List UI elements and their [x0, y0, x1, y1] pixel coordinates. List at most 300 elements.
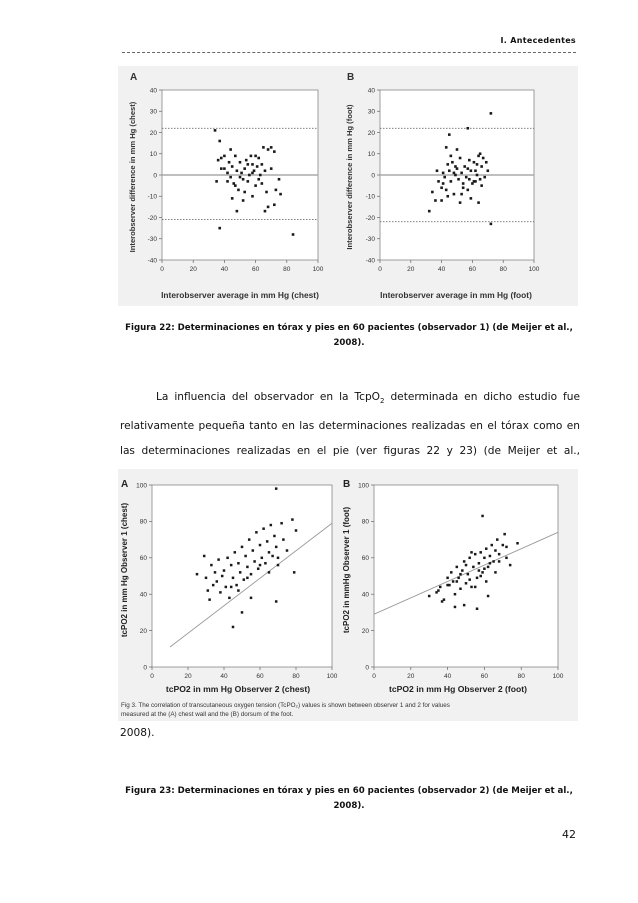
data-point	[459, 573, 462, 576]
data-point	[291, 518, 294, 521]
data-point	[216, 580, 219, 583]
data-point	[483, 176, 486, 179]
source-caption-line2: measured at the (A) chest wall and the (B) dorsum of the foot.	[121, 711, 294, 718]
data-point	[457, 178, 460, 181]
data-point	[264, 169, 267, 172]
data-point	[498, 560, 501, 563]
data-point	[237, 589, 240, 592]
data-point	[218, 227, 221, 230]
data-point	[494, 549, 497, 552]
data-point	[456, 580, 459, 583]
data-point	[489, 562, 492, 565]
data-point	[257, 157, 260, 160]
x-tick-label: 80	[517, 673, 525, 680]
data-point	[261, 182, 264, 185]
data-point	[234, 155, 237, 158]
data-point	[436, 169, 439, 172]
x-tick-label: 80	[283, 266, 291, 273]
data-point	[286, 549, 289, 552]
data-point	[219, 591, 222, 594]
data-point	[496, 538, 499, 541]
data-point	[257, 567, 260, 570]
data-point	[505, 557, 508, 560]
data-point	[466, 189, 469, 192]
data-point	[236, 169, 239, 172]
data-point	[476, 174, 479, 177]
data-point	[478, 569, 481, 572]
figure-22-caption-line2: 2008).	[333, 338, 365, 348]
figure-23-plots	[118, 469, 578, 721]
data-point	[463, 165, 466, 168]
data-point	[243, 167, 246, 170]
figure-22-caption-line1: Figura 22: Determinaciones en tórax y pies en 60 pacientes (observador 1) (de Meijer et al.,	[125, 323, 573, 333]
data-point	[479, 152, 482, 155]
data-point	[445, 189, 448, 192]
data-point	[232, 626, 235, 629]
data-point	[437, 180, 440, 183]
y-tick-label: 100	[358, 482, 369, 490]
data-point	[248, 174, 251, 177]
data-point	[450, 180, 453, 183]
x-tick-label: 80	[499, 266, 507, 273]
x-tick-label: 40	[220, 673, 228, 680]
data-point	[474, 553, 477, 556]
data-point	[476, 577, 479, 580]
x-tick-label: 60	[256, 673, 264, 680]
data-point	[273, 535, 276, 538]
data-point	[477, 201, 480, 204]
data-point	[246, 566, 249, 569]
data-point	[459, 157, 462, 160]
data-point	[490, 223, 493, 226]
body-paragraph	[120, 385, 580, 464]
data-point	[442, 172, 445, 175]
data-point	[246, 577, 249, 580]
data-point	[446, 584, 449, 587]
y-tick-label: 20	[367, 129, 375, 137]
data-point	[220, 167, 223, 170]
data-point	[437, 589, 440, 592]
data-point	[490, 112, 493, 115]
data-point	[231, 197, 234, 200]
data-point	[485, 580, 488, 583]
paragraph-line-1: La influencia del observador en la TcpO$_2$ determinada en dicho estudio fue	[156, 391, 581, 406]
data-point	[242, 178, 245, 181]
y-tick-label: 0	[371, 172, 375, 180]
panel-b-xlabel: tcPO2 in mm Hg Observer 2 (foot)	[388, 684, 528, 694]
panel-a-ylabel: Interobserver difference in mm Hg (chest)	[128, 101, 137, 253]
panel-b-xlabel: Interobserver average in mm Hg (foot)	[380, 290, 532, 300]
data-point	[248, 538, 251, 541]
x-tick-label: 60	[468, 266, 477, 273]
data-point	[237, 189, 240, 192]
data-point	[293, 571, 296, 574]
data-point	[454, 593, 457, 596]
data-point	[480, 165, 483, 168]
y-tick-label: 40	[149, 87, 157, 95]
data-point	[474, 169, 477, 172]
data-point	[481, 515, 484, 518]
data-point	[450, 571, 453, 574]
panel-b-label: B	[343, 479, 351, 490]
data-point	[228, 597, 231, 600]
data-point	[479, 551, 482, 554]
data-point	[457, 577, 460, 580]
data-point	[478, 562, 481, 565]
y-tick-label: 80	[361, 518, 369, 526]
data-point	[487, 566, 490, 569]
data-point	[273, 150, 276, 153]
data-point	[223, 569, 226, 572]
data-point	[254, 184, 257, 187]
data-point	[485, 161, 488, 164]
y-tick-label: -30	[365, 236, 375, 244]
data-point	[239, 161, 242, 164]
data-point	[454, 606, 457, 609]
data-point	[240, 172, 243, 175]
paragraph-line-2: relativamente pequeña tanto en las determinaciones realizadas en el tórax como en	[120, 420, 580, 433]
data-point	[452, 580, 455, 583]
header-divider	[122, 52, 576, 53]
y-tick-label: -40	[147, 257, 157, 265]
data-point	[266, 540, 269, 543]
figure-22	[118, 66, 578, 306]
data-point	[468, 578, 471, 581]
data-point	[268, 551, 271, 554]
data-point	[275, 487, 278, 490]
data-point	[428, 595, 431, 598]
data-point	[205, 577, 208, 580]
data-point	[245, 159, 248, 162]
data-point	[485, 547, 488, 550]
data-point	[243, 191, 246, 194]
data-point	[463, 604, 466, 607]
data-point	[275, 546, 278, 549]
y-tick-label: 30	[367, 108, 375, 116]
data-point	[277, 564, 280, 567]
data-point	[251, 172, 254, 175]
data-point	[440, 186, 443, 189]
x-tick-label: 20	[184, 673, 192, 680]
data-point	[228, 161, 231, 164]
data-point	[250, 573, 253, 576]
data-point	[440, 199, 443, 202]
x-tick-label: 100	[326, 673, 338, 680]
data-point	[242, 199, 245, 202]
paragraph-line-4: 2008).	[120, 727, 155, 739]
data-point	[244, 555, 247, 558]
data-point	[431, 191, 434, 194]
data-point	[214, 571, 217, 574]
x-tick-label: 0	[372, 673, 376, 680]
y-tick-label: 20	[139, 627, 147, 635]
data-point	[503, 533, 506, 536]
data-point	[241, 611, 244, 614]
data-point	[280, 522, 283, 525]
data-point	[221, 575, 224, 578]
data-point	[215, 180, 218, 183]
data-point	[225, 586, 228, 589]
figure-23-caption	[118, 784, 580, 814]
panel-b-label: B	[347, 72, 355, 83]
x-tick-label: 100	[552, 673, 564, 680]
y-tick-label: 0	[143, 664, 147, 672]
panel-b-plot-area	[374, 485, 558, 667]
data-point	[267, 148, 270, 151]
data-point	[467, 573, 470, 576]
data-point	[502, 544, 505, 547]
data-point	[278, 178, 281, 181]
x-tick-label: 0	[150, 673, 154, 680]
data-point	[483, 567, 486, 570]
data-point	[446, 195, 449, 198]
data-point	[264, 210, 267, 213]
data-point	[207, 589, 210, 592]
panel-a-label: A	[121, 479, 129, 490]
data-point	[261, 163, 264, 166]
y-tick-label: 40	[367, 87, 375, 95]
data-point	[203, 555, 206, 558]
data-point	[270, 146, 273, 149]
data-point	[208, 598, 211, 601]
data-point	[214, 129, 217, 132]
source-caption-line1: Fig 3. The correlation of transcutaneous oxygen tension (TcPO₂) values is shown between observer 1 and 2 for values	[121, 702, 450, 709]
data-point	[479, 575, 482, 578]
data-point	[223, 155, 226, 158]
panel-a-xlabel: Interobserver average in mm Hg (chest)	[161, 290, 319, 300]
data-point	[235, 584, 238, 587]
data-point	[239, 176, 242, 179]
data-point	[443, 176, 446, 179]
data-point	[468, 178, 471, 181]
data-point	[487, 169, 490, 172]
data-point	[463, 560, 466, 563]
data-point	[468, 557, 471, 560]
data-point	[448, 169, 451, 172]
data-point	[226, 557, 229, 560]
data-point	[259, 564, 262, 567]
x-tick-label: 0	[160, 266, 164, 273]
data-point	[229, 176, 232, 179]
data-point	[232, 577, 235, 580]
data-point	[470, 197, 473, 200]
data-point	[241, 546, 244, 549]
data-point	[279, 193, 282, 196]
panel-a-ylabel: tcPO2 in mm Hg Observer 1 (chest)	[120, 502, 129, 638]
data-point	[264, 562, 267, 565]
data-point	[476, 163, 479, 166]
x-tick-label: 40	[437, 266, 446, 273]
data-point	[451, 161, 454, 164]
x-tick-label: 40	[220, 266, 229, 273]
data-point	[275, 189, 278, 192]
x-tick-label: 40	[443, 673, 452, 680]
y-tick-label: 40	[139, 591, 147, 599]
data-point	[459, 587, 462, 590]
data-point	[505, 546, 508, 549]
data-point	[255, 531, 258, 534]
data-point	[210, 564, 213, 567]
data-point	[481, 571, 484, 574]
data-point	[479, 178, 482, 181]
figure-23	[118, 469, 578, 721]
y-tick-label: 30	[149, 108, 157, 116]
data-point	[470, 586, 473, 589]
data-point	[434, 199, 437, 202]
page-number: 42	[562, 828, 576, 841]
figure-23-caption-line2: 2008).	[333, 801, 365, 811]
data-point	[217, 558, 220, 561]
y-tick-label: 20	[361, 627, 369, 635]
data-point	[252, 549, 255, 552]
data-point	[217, 159, 220, 162]
y-tick-label: 0	[365, 664, 369, 672]
data-point	[196, 573, 199, 576]
x-tick-label: 60	[251, 266, 260, 273]
data-point	[446, 577, 449, 580]
y-tick-label: 20	[149, 129, 157, 137]
y-tick-label: -20	[365, 214, 375, 222]
data-point	[254, 155, 257, 158]
data-point	[474, 586, 477, 589]
data-point	[247, 180, 250, 183]
data-point	[465, 564, 468, 567]
y-tick-label: -20	[147, 214, 157, 222]
data-point	[270, 524, 273, 527]
data-point	[262, 146, 265, 149]
x-tick-label: 80	[292, 673, 300, 680]
data-point	[253, 560, 256, 563]
y-tick-label: 0	[153, 172, 157, 180]
data-point	[492, 560, 495, 563]
y-tick-label: 10	[367, 151, 375, 159]
data-point	[273, 203, 276, 206]
page-header-title: I. Antecedentes	[500, 36, 576, 45]
data-point	[226, 180, 229, 183]
y-tick-label: 60	[361, 555, 369, 563]
y-tick-label: -40	[365, 257, 375, 265]
data-point	[462, 182, 465, 185]
data-point	[456, 148, 459, 151]
data-point	[220, 157, 223, 160]
data-point	[270, 167, 273, 170]
data-point	[267, 206, 270, 209]
data-point	[465, 176, 468, 179]
data-point	[428, 210, 431, 213]
data-point	[268, 571, 271, 574]
data-point	[231, 165, 234, 168]
data-point	[277, 557, 280, 560]
y-tick-label: 10	[149, 151, 157, 159]
data-point	[487, 595, 490, 598]
data-point	[251, 163, 254, 166]
y-tick-label: -30	[147, 236, 157, 244]
data-point	[292, 233, 295, 236]
panel-a-label: A	[130, 72, 138, 83]
figure-22-plots	[118, 66, 578, 306]
data-point	[234, 551, 237, 554]
data-point	[453, 172, 456, 175]
data-point	[494, 571, 497, 574]
data-point	[470, 551, 473, 554]
data-point	[257, 178, 260, 181]
data-point	[482, 157, 485, 160]
data-point	[259, 174, 262, 177]
data-point	[460, 172, 463, 175]
data-point	[468, 159, 471, 162]
data-point	[223, 167, 226, 170]
x-tick-label: 20	[407, 266, 415, 273]
data-point	[445, 146, 448, 149]
data-point	[489, 555, 492, 558]
data-point	[251, 195, 254, 198]
y-tick-label: 100	[136, 482, 147, 490]
data-point	[516, 542, 519, 545]
data-point	[483, 557, 486, 560]
figure-22-caption	[118, 321, 580, 351]
data-point	[491, 544, 494, 547]
data-point	[236, 210, 239, 213]
data-point	[212, 584, 215, 587]
data-point	[473, 161, 476, 164]
data-point	[239, 571, 242, 574]
data-point	[439, 586, 442, 589]
figure-23-caption-line1: Figura 23: Determinaciones en tórax y pies en 60 pacientes (observador 2) (de Meijer et al.,	[125, 786, 573, 796]
paragraph-line-3: las determinaciones realizadas en el pie (ver figuras 22 y 23) (de Meijer et al.,	[120, 445, 580, 458]
data-point	[261, 557, 264, 560]
data-point	[218, 140, 221, 143]
data-point	[456, 566, 459, 569]
x-tick-label: 60	[480, 673, 489, 680]
data-point	[243, 578, 246, 581]
data-point	[446, 163, 449, 166]
data-point	[498, 553, 501, 556]
x-tick-label: 100	[312, 266, 324, 273]
panel-b-ylabel: Interobserver difference in mm Hg (foot)	[345, 104, 354, 250]
x-tick-label: 100	[528, 266, 540, 273]
data-point	[230, 586, 233, 589]
panel-a-xlabel: tcPO2 in mm Hg Observer 2 (chest)	[165, 684, 311, 694]
data-point	[466, 167, 469, 170]
data-point	[459, 201, 462, 204]
data-point	[250, 155, 253, 158]
data-point	[262, 527, 265, 530]
x-tick-label: 0	[378, 266, 382, 273]
data-point	[454, 165, 457, 168]
data-point	[230, 564, 233, 567]
data-point	[271, 555, 274, 558]
x-tick-label: 20	[189, 266, 197, 273]
data-point	[259, 544, 262, 547]
data-point	[509, 564, 512, 567]
data-point	[448, 133, 451, 136]
data-point	[275, 600, 278, 603]
data-point	[466, 127, 469, 130]
x-tick-label: 20	[407, 673, 415, 680]
data-point	[247, 163, 250, 166]
y-tick-label: -10	[365, 193, 375, 201]
data-point	[473, 180, 476, 183]
data-point	[472, 566, 475, 569]
data-point	[476, 608, 479, 611]
data-point	[480, 184, 483, 187]
y-tick-label: 60	[139, 555, 147, 563]
data-point	[461, 569, 464, 572]
data-point	[226, 172, 229, 175]
data-point	[460, 193, 463, 196]
y-tick-label: 40	[361, 591, 369, 599]
data-point	[453, 193, 456, 196]
